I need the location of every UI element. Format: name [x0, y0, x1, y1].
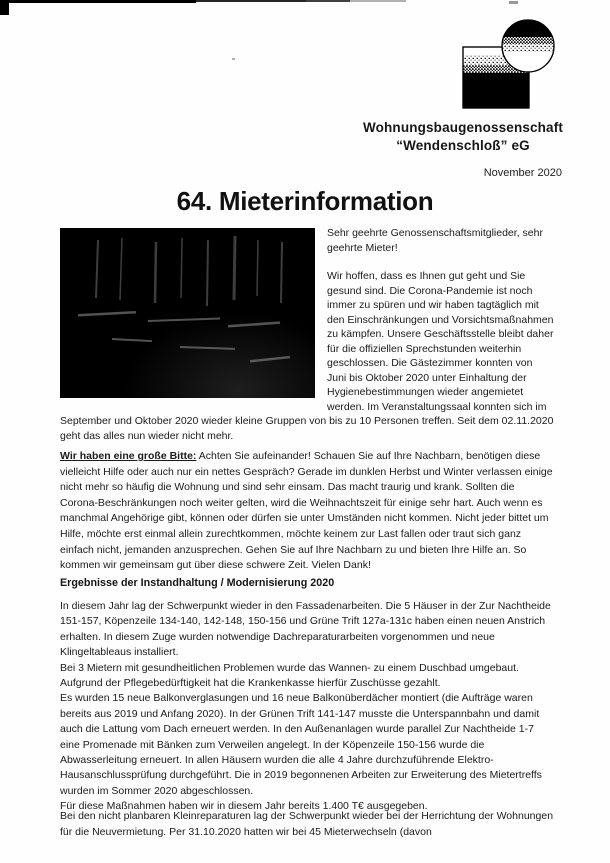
- request-paragraph: [60, 449, 554, 574]
- maintenance-paragraph-bathrooms: Bei 3 Mietern mit gesundheitlichen Problemen wurde das Wannen- zu einem Duschbad umgebaut. Aufgrund der Pflegebedürftigkeit hat die Krankenkasse hierfür Zuschüsse gezahlt.: [60, 661, 519, 690]
- intro-paragraph: Wir hoffen, dass es Ihnen gut geht und Sie gesund sind. Die Corona-Pandemie ist noch immer zu spüren und wir haben tagtäglich mit den Einschränkungen und Vorsichtsmaßnahmen zu kämpfen. Unsere Geschäftsstelle bleibt daher für die offiziellen Sprechstunden weiterhin geschlossen. Die Gästezimmer konnten von Juni bis Oktober 2020 unter Einhaltung der Hygienebestimmungen wieder angemietet werden. Im Veranstaltungssaal konnten sich im September und Oktober 2020 wieder kleine Gruppen von bis zu 10 Personen treffen. Seit dem 02.11.2020 geht das alles nun wieder nicht mehr.: [60, 270, 554, 442]
- scan-artifact-top-line: [0, 0, 196, 3]
- intro-section: [60, 226, 554, 443]
- org-name-line2: “Wendenschloß” eG: [396, 137, 530, 153]
- letterhead-org-name: [363, 119, 563, 154]
- scan-artifact-speck: [232, 58, 235, 60]
- request-body: Achten Sie aufeinander! Schauen Sie auf Ihre Nachbarn, benötigen diese vielleicht Hilfe oder auch nur ein nettes Gespräch? Gerade im dunklen Herbst und Winter verlassen einige nicht mehr so häufig die Wohnung und sind sehr einsam. Das macht traurig und krank. Sollten die Corona-Beschränkungen noch weiter gelten, wird die Weihnachtszeit für einige sehr hart. Auch wenn es manchmal Angehörige gibt, können oder dürfen sie unter Umständen nicht kommen. Nicht jeder bittet um Hilfe, möchte erst einmal allein zurechtkommen, möchte keinem zur Last fallen oder traut sich ganz einfach nicht, jemanden anzusprechen. Gehen Sie auf Ihre Nachbarn zu und bieten Ihre Hilfe an. So kommen wir gemeinsam gut über diese schwere Zeit. Vielen Dank!: [60, 450, 553, 572]
- final-paragraph: Bei den nicht planbaren Kleinreparaturen lag der Schwerpunkt wieder bei der Herrichtung der Wohnungen für die Neuvermietung. Per 31.10.2020 hatten wir bei 45 Mieterwechseln (davon: [60, 810, 554, 838]
- scan-artifact-corner-mark: [0, 2, 9, 15]
- final-section: [60, 809, 554, 840]
- request-lead: Wir haben eine große Bitte:: [60, 450, 197, 462]
- maintenance-section: [60, 599, 554, 815]
- section-heading-maintenance: Ergebnisse der Instandhaltung / Modernisierung 2020: [60, 577, 335, 589]
- salutation: Sehr geehrte Genossenschaftsmitglieder, sehr geehrte Mieter!: [327, 227, 543, 254]
- maintenance-paragraph-balconies: Es wurden 15 neue Balkonverglasungen und 16 neue Balkonüberdächer montiert (die Aufträge waren bereits aus 2019 und Anfang 2020). In der Grünen Trift 141-147 musste die Unterspannbahn und damit auch die Lattung vom Dach erneuert werden. In den Außenanlagen wurde parallel Zur Nachtheide 1-7 eine Promenade mit Bänken zum Verweilen angelegt. In der Köpenzeile 150-156 wurde die Abwasserleitung erneuert. In allen Häusern wurden die alle 4 Jahre durchzuführende Elektro-Hausanschlussprüfung durchgeführt. Die in 2019 begonnenen Arbeiten zur Erweiterung des Mietertreffs wurden im Sommer 2020 abgeschlossen.: [60, 692, 542, 797]
- maintenance-paragraph-costs: Für diese Maßnahmen haben wir in diesem Jahr bereits 1.400 T€ ausgegeben.: [60, 800, 428, 813]
- maintenance-paragraph-facades: In diesem Jahr lag der Schwerpunkt wieder in den Fassadenarbeiten. Die 5 Häuser in der Zur Nachtheide 151-157, Köpenzeile 134-140, 142-148, 150-156 und Grüne Trift 127a-131c haben einen neuen Anstrich erhalten. In diesem Zuge wurden notwendige Dachreparaturarbeiten vorgenommen und neue Klingeltableaus installiert.: [60, 600, 551, 659]
- halftone-square-circle-logo-icon: [460, 17, 562, 118]
- scan-artifact-top-line: [306, 0, 350, 2]
- scan-artifact-top-line: [196, 0, 306, 2]
- letterhead-date: November 2020: [483, 167, 562, 179]
- request-section: [60, 449, 554, 574]
- page-title: 64. Mieterinformation: [176, 186, 434, 216]
- scan-artifact-dots: [509, 1, 518, 4]
- scan-artifact-top-line: [350, 0, 406, 2]
- meeting-room-photo: [60, 228, 315, 398]
- org-name-line1: Wohnungsbaugenossenschaft: [362, 120, 563, 135]
